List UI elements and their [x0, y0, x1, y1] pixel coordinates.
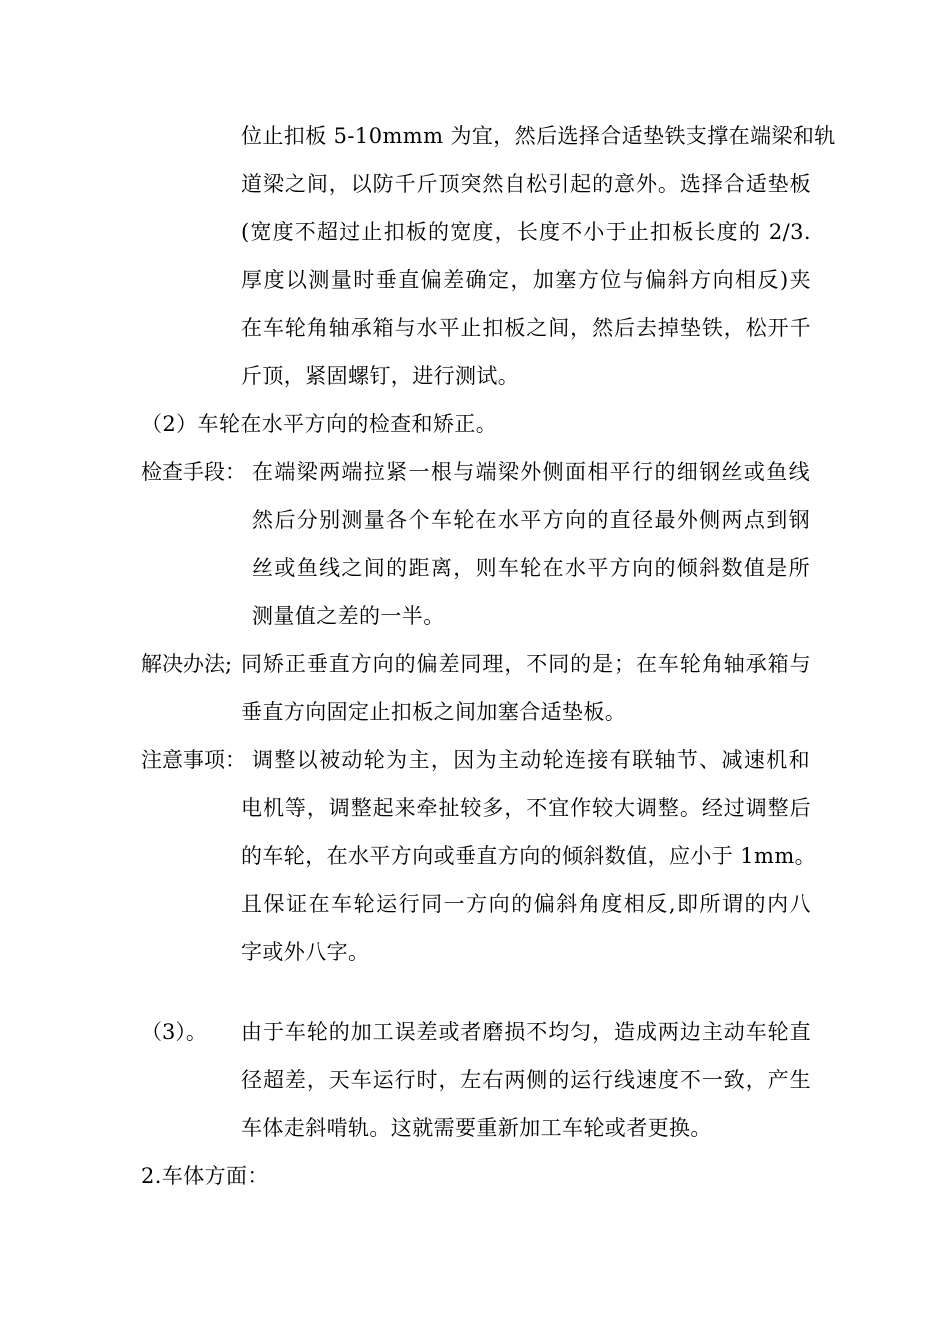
check-method-line: 丝或鱼线之间的距离，则车轮在水平方向的倾斜数值是所	[252, 556, 810, 580]
solution-label: 解决办法;	[141, 652, 233, 676]
paragraph-line: 在车轮角轴承箱与水平止扣板之间，然后去掉垫铁，松开千	[241, 316, 811, 340]
notes-label: 注意事项：	[141, 748, 246, 772]
notes-line: 字或外八字。	[241, 940, 370, 964]
notes-line: 调整以被动轮为主，因为主动轮连接有联轴节、减速机和	[252, 748, 810, 772]
item3-line: 由于车轮的加工误差或者磨损不均匀，造成两边主动车轮直	[241, 1020, 811, 1044]
check-method-line: 在端梁两端拉紧一根与端梁外侧面相平行的细钢丝或鱼线	[252, 460, 810, 484]
notes-line: 的车轮，在水平方向或垂直方向的倾斜数值，应小于 1mm。	[241, 844, 817, 868]
paragraph-line: 位止扣板 5-10mmm 为宜，然后选择合适垫铁支撑在端梁和轨	[241, 124, 836, 148]
check-method-line: 测量值之差的一半。	[252, 604, 445, 628]
paragraph-line: 斤顶，紧固螺钉，进行测试。	[241, 364, 520, 388]
item3-label: （3）。	[141, 1020, 207, 1044]
notes-line: 电机等，调整起来牵扯较多，不宜作较大调整。经过调整后	[241, 796, 811, 820]
item3-line: 车体走斜啃轨。这就需要重新加工车轮或者更换。	[241, 1116, 712, 1140]
section-heading: 2.车体方面：	[141, 1164, 269, 1188]
item3-line: 径超差，天车运行时，左右两侧的运行线速度不一致，产生	[241, 1068, 811, 1092]
paragraph-line: 道梁之间，以防千斤顶突然自松引起的意外。选择合适垫板	[241, 172, 811, 196]
solution-line: 垂直方向固定止扣板之间加塞合适垫板。	[241, 700, 627, 724]
notes-line: 且保证在车轮运行同一方向的偏斜角度相反,即所谓的内八	[241, 892, 811, 916]
solution-line: 同矫正垂直方向的偏差同理，不同的是；在车轮角轴承箱与	[241, 652, 811, 676]
paragraph-line: (宽度不超过止扣板的宽度，长度不小于止扣板长度的 2/3.	[241, 220, 811, 244]
paragraph-line: 厚度以测量时垂直偏差确定，加塞方位与偏斜方向相反)夹	[241, 268, 811, 292]
check-method-label: 检查手段：	[141, 460, 246, 484]
section-heading: （2）车轮在水平方向的检查和矫正。	[141, 412, 498, 436]
check-method-line: 然后分别测量各个车轮在水平方向的直径最外侧两点到钢	[252, 508, 810, 532]
